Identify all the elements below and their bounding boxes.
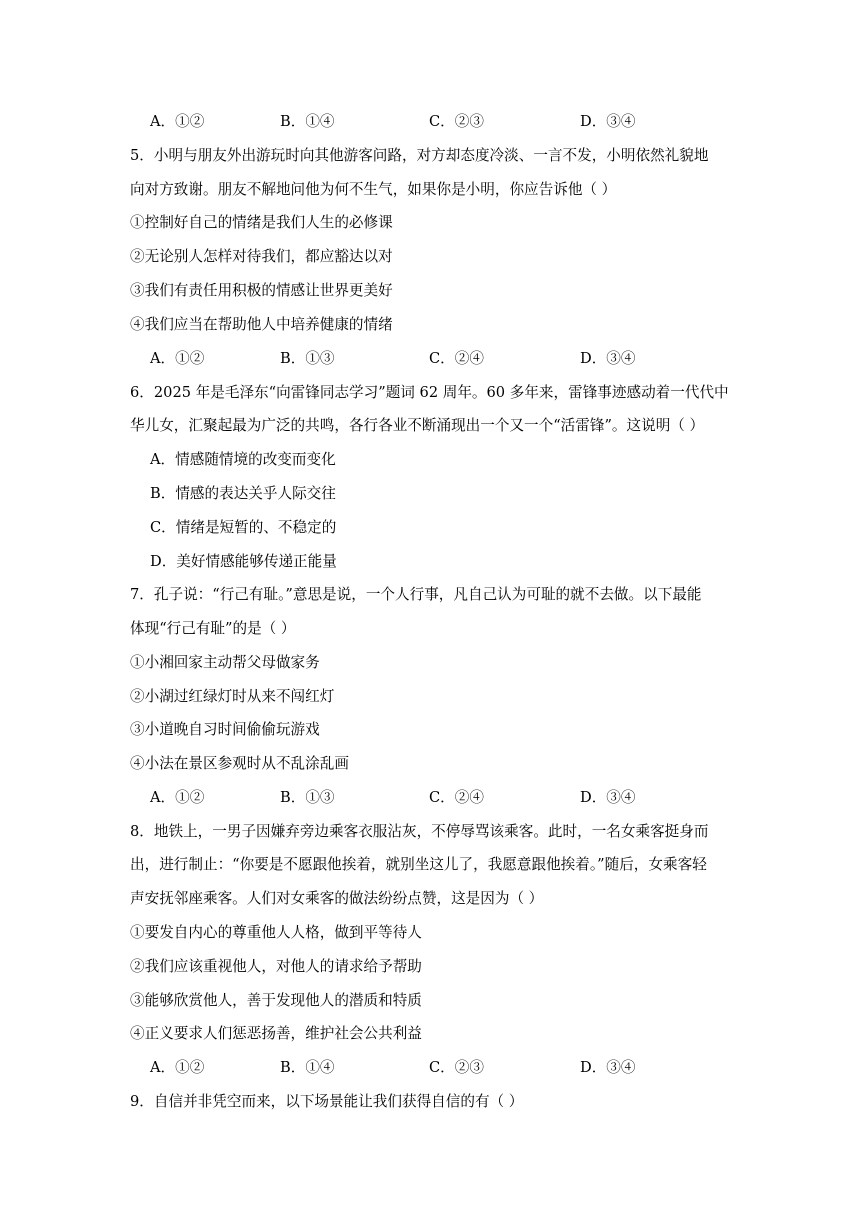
q5-option-a: A．①② xyxy=(150,350,205,367)
q5-option-b: B．①③ xyxy=(280,350,335,367)
q7-option-b: B．①③ xyxy=(280,789,335,806)
q4-option-c: C．②③ xyxy=(429,113,484,130)
q5-item-1: ①控制好自己的情绪是我们人生的必修课 xyxy=(130,214,393,231)
q6-option-b: B．情感的表达关乎人际交往 xyxy=(150,485,336,502)
q5-stem-line-1: 5．小明与朋友外出游玩时向其他游客问路，对方却态度冷淡、一言不发，小明依然礼貌地 xyxy=(130,147,709,164)
q6-stem-line-1: 6．2025 年是毛泽东“向雷锋同志学习”题词 62 周年。60 多年来，雷锋事迹感动着一代代中 xyxy=(130,384,729,401)
q8-option-b: B．①④ xyxy=(280,1059,335,1076)
q7-item-4: ④小法在景区参观时从不乱涂乱画 xyxy=(130,755,349,772)
q5-item-4: ④我们应当在帮助他人中培养健康的情绪 xyxy=(130,316,393,333)
q7-item-2: ②小湖过红绿灯时从来不闯红灯 xyxy=(130,688,335,705)
q8-item-2: ②我们应该重视他人，对他人的请求给予帮助 xyxy=(130,958,422,975)
q8-stem-line-2: 出，进行制止：“你要是不愿跟他挨着，就别坐这儿了，我愿意跟他挨着。”随后，女乘客轻 xyxy=(130,856,707,873)
q7-options xyxy=(0,788,860,808)
q8-item-4: ④正义要求人们惩恶扬善，维护社会公共利益 xyxy=(130,1025,422,1042)
q5-item-2: ②无论别人怎样对待我们，都应豁达以对 xyxy=(130,248,393,265)
q8-option-a: A．①② xyxy=(150,1059,205,1076)
q7-stem-line-2: 体现“行己有耻”的是（ ） xyxy=(130,620,296,637)
q8-item-1: ①要发自内心的尊重他人人格，做到平等待人 xyxy=(130,924,422,941)
q7-option-a: A．①② xyxy=(150,789,205,806)
q7-option-c: C．②④ xyxy=(429,789,484,806)
q4-options xyxy=(0,112,860,132)
q8-option-c: C．②③ xyxy=(429,1059,484,1076)
q8-stem-line-1: 8．地铁上，一男子因嫌弃旁边乘客衣服沾灰，不停辱骂该乘客。此时，一名女乘客挺身而 xyxy=(130,823,709,840)
q4-option-d: D．③④ xyxy=(580,113,636,130)
q7-option-d: D．③④ xyxy=(580,789,636,806)
q7-item-1: ①小湘回家主动帮父母做家务 xyxy=(130,654,320,671)
q6-stem-line-2: 华儿女，汇聚起最为广泛的共鸣，各行各业不断涌现出一个又一个“活雷锋”。这说明（ ） xyxy=(130,417,705,434)
q8-option-d: D．③④ xyxy=(580,1059,636,1076)
q4-option-b: B．①④ xyxy=(280,113,335,130)
q4-option-a: A．①② xyxy=(150,113,205,130)
q7-item-3: ③小道晚自习时间偷偷玩游戏 xyxy=(130,721,320,738)
q6-option-d: D．美好情感能够传递正能量 xyxy=(150,553,337,570)
q5-option-c: C．②④ xyxy=(429,350,484,367)
q5-item-3: ③我们有责任用积极的情感让世界更美好 xyxy=(130,282,393,299)
q5-option-d: D．③④ xyxy=(580,350,636,367)
q8-stem-line-3: 声安抚邻座乘客。人们对女乘客的做法纷纷点赞，这是因为（ ） xyxy=(130,890,544,907)
q5-options xyxy=(0,349,860,369)
q8-options xyxy=(0,1058,860,1078)
q7-stem-line-1: 7．孔子说：“行己有耻。”意思是说，一个人行事，凡自己认为可耻的就不去做。以下最能 xyxy=(130,586,702,603)
q5-stem-line-2: 向对方致谢。朋友不解地问他为何不生气，如果你是小明，你应告诉他（ ） xyxy=(130,181,617,198)
q6-option-a: A．情感随情境的改变而变化 xyxy=(150,451,336,468)
q8-item-3: ③能够欣赏他人，善于发现他人的潜质和特质 xyxy=(130,992,422,1009)
q9-stem-line-1: 9．自信并非凭空而来，以下场景能让我们获得自信的有（ ） xyxy=(130,1093,524,1110)
q6-option-c: C．情绪是短暂的、不稳定的 xyxy=(150,519,337,536)
